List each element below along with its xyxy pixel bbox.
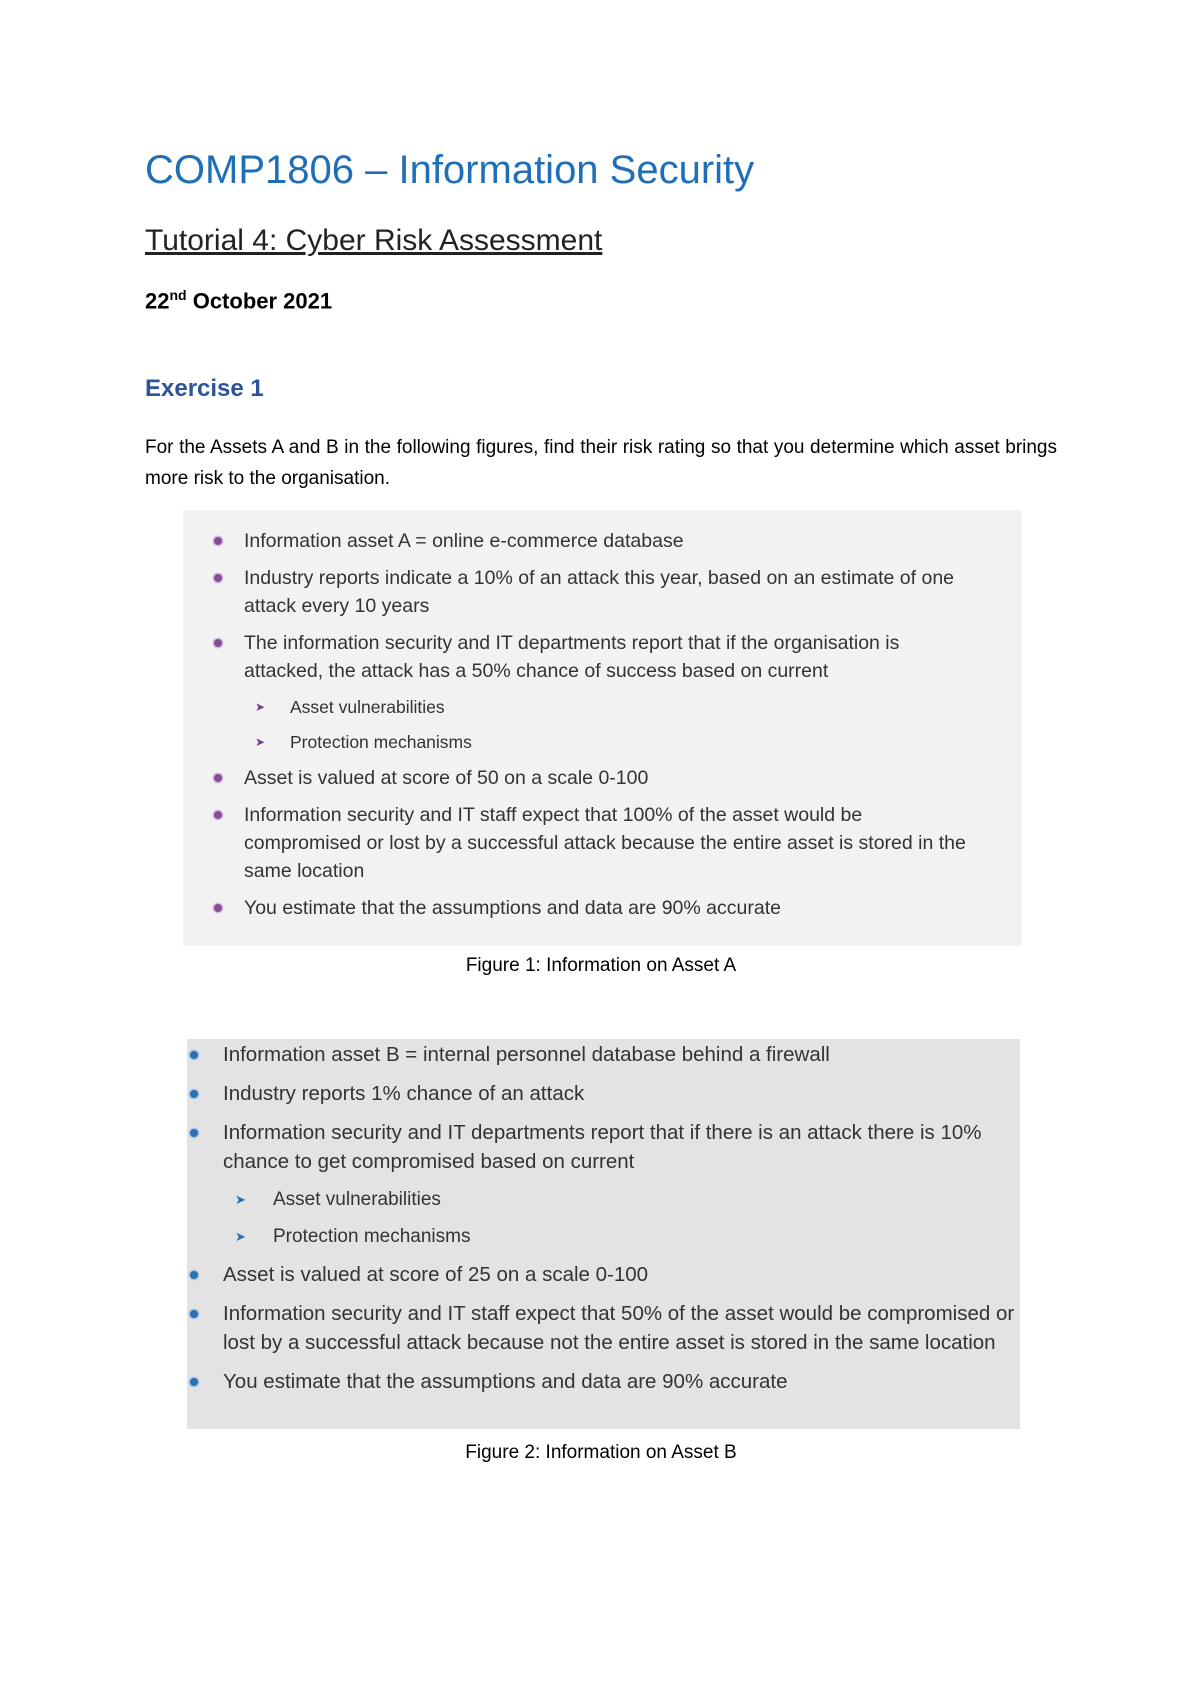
date-suffix: nd — [169, 287, 187, 303]
figure-b-caption: Figure 2: Information on Asset B — [465, 1442, 737, 1463]
list-item-text: You estimate that the assumptions and data are 90% accurate — [223, 1370, 788, 1393]
bullet-icon — [190, 1378, 198, 1386]
list-item-text: Industry reports indicate a 10% of an attack this year, based on an estimate of one attack every 10 years — [244, 567, 955, 617]
sub-list-item-text: Protection mechanisms — [273, 1226, 471, 1247]
arrow-bullet-icon: ➤ — [255, 735, 266, 749]
list-item-text: Information security and IT staff expect that 100% of the asset would be compromised or lost by a successful attack because the entire asset is stored in the same location — [244, 804, 966, 882]
figure-a-list — [183, 527, 983, 931]
list-item-text: Information security and IT departments report that if there is an attack there is 10% chance to get compromised based on current — [223, 1121, 982, 1173]
list-item-text: Industry reports 1% chance of an attack — [223, 1082, 585, 1105]
list-item — [187, 1299, 1017, 1357]
list-item-text: Asset is valued at score of 25 on a scale 0-100 — [223, 1263, 649, 1286]
list-item — [183, 764, 983, 792]
list-item-text: Information asset A = online e-commerce database — [244, 530, 684, 552]
arrow-bullet-icon: ➤ — [255, 700, 266, 714]
list-item-text: Information security and IT staff expect that 50% of the asset would be compromised or lost by a successful attack because not the entire asset is stored in the same location — [223, 1302, 1015, 1354]
tutorial-subtitle: Tutorial 4: Cyber Risk Assessment — [145, 224, 603, 257]
date-rest: October 2021 — [186, 288, 333, 314]
document-title: COMP1806 – Information Security — [145, 148, 755, 192]
bullet-icon — [214, 774, 222, 782]
bullet-icon — [190, 1310, 198, 1318]
bullet-icon — [190, 1090, 198, 1098]
list-item — [187, 1040, 1017, 1069]
sub-list-item — [187, 1186, 1017, 1213]
sub-list-item-text: Protection mechanisms — [290, 732, 472, 752]
list-item — [187, 1367, 1017, 1396]
bullet-icon — [214, 639, 222, 647]
bullet-icon — [214, 904, 222, 912]
list-item-text: Asset is valued at score of 50 on a scale 0-100 — [244, 767, 649, 789]
list-item — [187, 1118, 1017, 1176]
list-item — [183, 527, 983, 555]
list-item-text: Information asset B = internal personnel database behind a firewall — [223, 1043, 830, 1066]
sub-list-item-text: Asset vulnerabilities — [273, 1189, 441, 1210]
list-item — [187, 1079, 1017, 1108]
list-item-text: You estimate that the assumptions and data are 90% accurate — [244, 897, 781, 919]
date-day: 22 — [145, 288, 170, 314]
sub-list-item-text: Asset vulnerabilities — [290, 697, 445, 717]
bullet-icon — [190, 1271, 198, 1279]
bullet-icon — [190, 1051, 198, 1059]
figure-asset-b — [187, 1039, 1020, 1429]
list-item — [187, 1260, 1017, 1289]
list-item-text: The information security and IT departments report that if the organisation is attacked, the attack has a 50% chance of success based on current — [244, 632, 900, 682]
bullet-icon — [190, 1129, 198, 1137]
figure-b-list — [187, 1040, 1017, 1406]
document-date — [145, 288, 332, 312]
bullet-icon — [214, 574, 222, 582]
sub-list-item — [183, 729, 983, 755]
exercise-intro: For the Assets A and B in the following figures, find their risk rating so that you determine which asset brings more risk to the organisation. — [145, 437, 1057, 489]
figure-a-caption: Figure 1: Information on Asset A — [465, 955, 737, 976]
exercise-heading: Exercise 1 — [145, 375, 264, 402]
list-item — [183, 629, 983, 685]
bullet-icon — [214, 811, 222, 819]
sub-list-item — [187, 1223, 1017, 1250]
arrow-bullet-icon: ➤ — [235, 1229, 246, 1244]
list-item — [183, 801, 983, 885]
arrow-bullet-icon: ➤ — [235, 1192, 246, 1207]
bullet-icon — [214, 537, 222, 545]
figure-asset-a — [183, 510, 1022, 946]
list-item — [183, 894, 983, 922]
list-item — [183, 564, 983, 620]
sub-list-item — [183, 694, 983, 720]
